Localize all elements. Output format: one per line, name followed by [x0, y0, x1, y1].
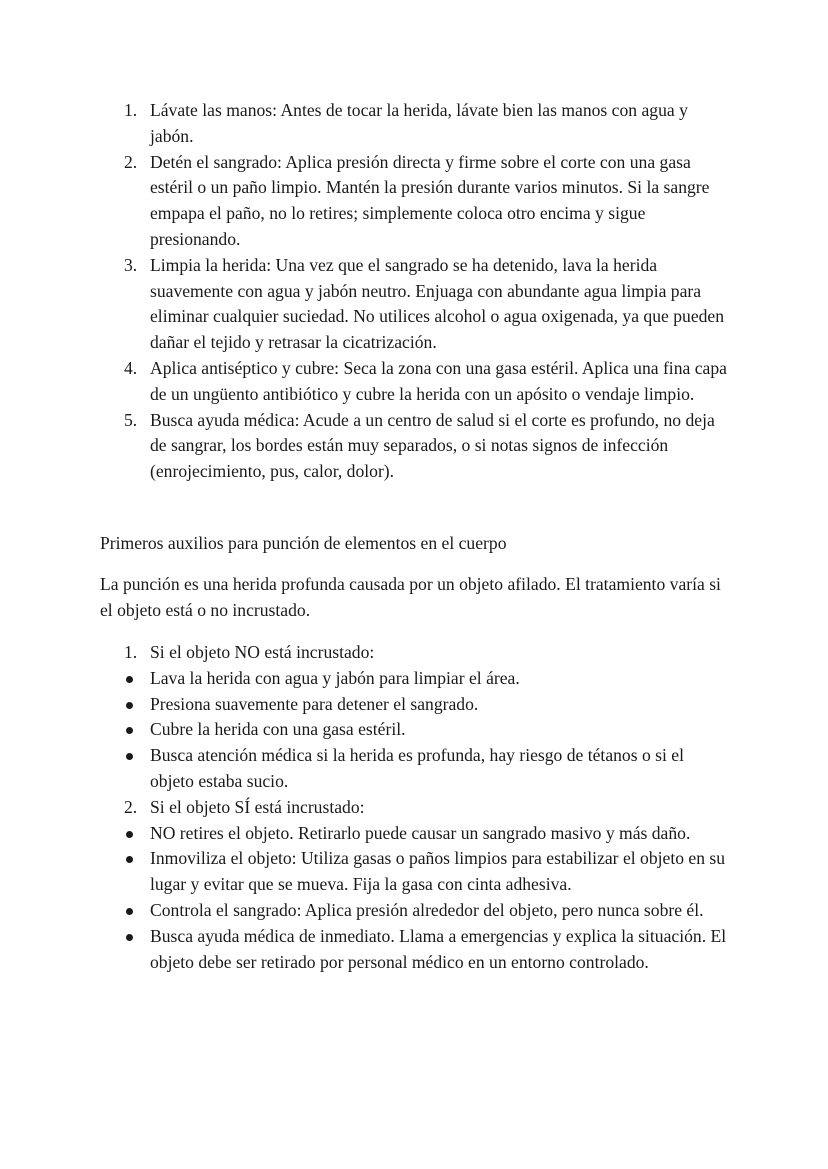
puncture-care-list [120, 640, 730, 975]
bullet-item [120, 743, 730, 795]
bullet-icon [126, 702, 133, 709]
list-number: 4. [124, 357, 138, 378]
list-item [120, 98, 730, 150]
bullet-text: Lava la herida con agua y jabón para limpiar el área. [150, 667, 520, 688]
bullet-text: Inmoviliza el objeto: Utiliza gasas o paños limpios para estabilizar el objeto en su lugar y evitar que se mueva. Fija la gasa con cinta adhesiva. [150, 848, 726, 895]
bullet-item [120, 821, 730, 847]
wound-care-steps-list [120, 98, 730, 485]
list-item-text: Aplica antiséptico y cubre: Seca la zona con una gasa estéril. Aplica una fina capa de un ungüento antibiótico y cubre la herida con un apósito o vendaje limpio. [150, 357, 727, 404]
case-item [120, 640, 730, 666]
list-item-text: Busca ayuda médica: Acude a un centro de salud si el corte es profundo, no deja de sangrar, los bordes están muy separados, o si notas signos de infección (enrojecimiento, pus, calor, dolor). [150, 409, 715, 482]
bullet-icon [126, 908, 133, 915]
section-heading: Primeros auxilios para punción de elementos en el cuerpo [100, 533, 507, 553]
bullet-text: NO retires el objeto. Retirarlo puede causar un sangrado masivo y más daño. [150, 822, 691, 843]
bullet-text: Busca ayuda médica de inmediato. Llama a emergencias y explica la situación. El objeto debe ser retirado por personal médico en un entorno controlado. [150, 925, 727, 972]
list-item [120, 253, 730, 356]
bullet-icon [126, 727, 133, 734]
list-item [120, 150, 730, 253]
bullet-text: Busca atención médica si la herida es profunda, hay riesgo de tétanos o si el objeto estaba sucio. [150, 745, 684, 791]
list-item-text: Lávate las manos: Antes de tocar la herida, lávate bien las manos con agua y jabón. [150, 100, 688, 146]
list-item [120, 408, 730, 485]
case-item [120, 795, 730, 821]
bullet-icon [126, 831, 133, 838]
list-item [120, 356, 730, 408]
intro-paragraph: La punción es una herida profunda causada por un objeto afilado. El tratamiento varía si el objeto está o no incrustado. [100, 574, 721, 620]
bullet-item [120, 846, 730, 898]
list-number: 1. [124, 100, 138, 120]
bullet-icon [126, 753, 133, 760]
bullet-item [120, 692, 730, 718]
bullet-text: Presiona suavemente para detener el sangrado. [150, 693, 479, 714]
bullet-item [120, 666, 730, 692]
bullet-item [120, 924, 730, 976]
case-label: Si el objeto SÍ está incrustado: [150, 796, 365, 817]
bullet-text: Controla el sangrado: Aplica presión alrededor del objeto, pero nunca sobre él. [150, 899, 704, 920]
case-label: Si el objeto NO está incrustado: [150, 642, 375, 662]
list-number: 2. [124, 151, 138, 172]
bullet-icon [126, 856, 133, 863]
bullet-text: Cubre la herida con una gasa estéril. [150, 719, 406, 740]
list-number: 2. [124, 796, 138, 817]
list-item-text: Limpia la herida: Una vez que el sangrado se ha detenido, lava la herida suavemente con agua y jabón neutro. Enjuaga con abundante agua limpia para eliminar cualquier suciedad. No utilices alcohol o agua oxigenada, ya que pueden dañar el tejido y retrasar la cicatrización. [150, 254, 725, 353]
bullet-icon [126, 934, 133, 941]
list-number: 3. [124, 254, 138, 275]
list-number: 1. [124, 642, 138, 662]
bullet-item [120, 717, 730, 743]
bullet-item [120, 898, 730, 924]
bullet-icon [126, 676, 133, 683]
list-number: 5. [124, 409, 138, 430]
list-item-text: Detén el sangrado: Aplica presión directa y firme sobre el corte con una gasa estéril o un paño limpio. Mantén la presión durante varios minutos. Si la sangre empapa el paño, no lo retires; simplemente coloca otro encima y sigue presionando. [150, 151, 710, 249]
